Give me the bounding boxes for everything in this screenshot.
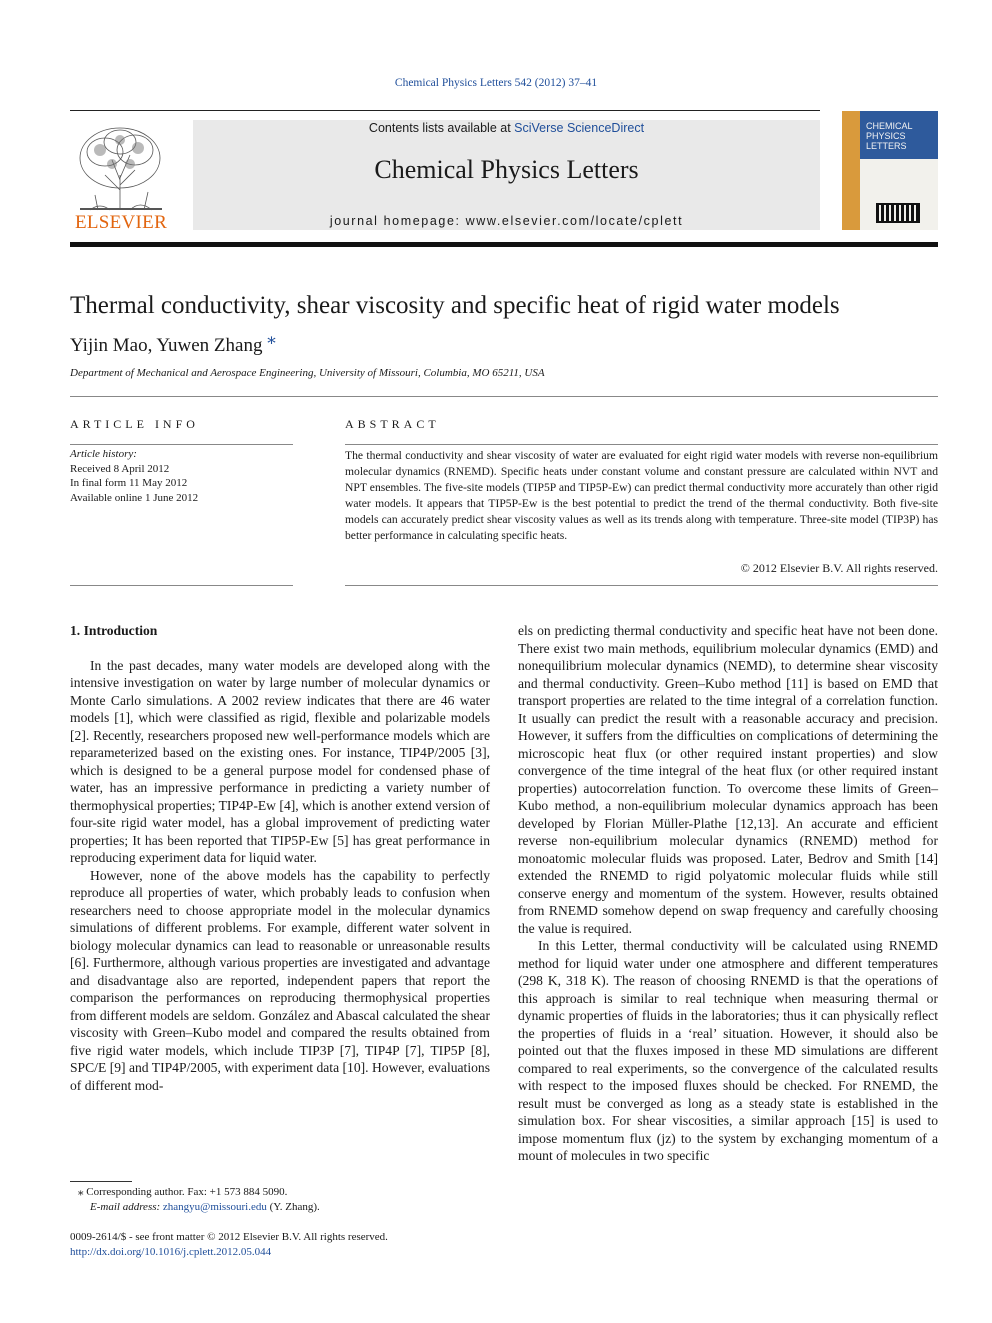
info-bottom-rule	[70, 585, 293, 586]
revised-date: In final form 11 May 2012	[70, 477, 188, 489]
received-date: Received 8 April 2012	[70, 462, 170, 475]
doi-link[interactable]: http://dx.doi.org/10.1016/j.cplett.2012.05.044	[70, 1246, 272, 1258]
header-thick-rule	[70, 242, 938, 247]
contents-line: Contents lists available at SciVerse ScienceDirect	[368, 121, 645, 135]
article-history: Article history: Received 8 April 2012 In final form 11 May 2012 Available online 1 June 2012	[70, 447, 293, 505]
section-heading-introduction: 1. Introduction	[70, 623, 158, 638]
issn-line: 0009-2614/$ - see front matter © 2012 Elsevier B.V. All rights reserved.	[70, 1231, 388, 1243]
journal-homepage[interactable]: journal homepage: www.elsevier.com/locate/cplett	[329, 214, 684, 228]
paragraph: In the past decades, many water models are developed along with the intensive investigation on water by large number of molecular dynamics or Monte Carlo simulations. A 2002 review indicates that there are 46 water models [1], which were classified as rigid, flexible and polarizable models [2]. Recently, researchers proposed new well-performance models which are reparameterized based on the existing ones. For instance, TIP4P/2005 [3], which is designed to be a general purpose model for condensed phase of water, has an impressive performance in predicting a variety number of thermophysical properties; TIP4P-Ew [4], which is another extend version of four-site rigid water model, has a global improvement of predicting water properties; It has been reported that TIP5P-Ew [5] has great performance in reproducing experiment data for liquid water.	[70, 657, 490, 865]
header-rule	[70, 110, 820, 111]
body-left-column	[70, 622, 490, 1094]
article-info-heading: ARTICLE INFO	[70, 417, 199, 431]
paragraph: In this Letter, thermal conductivity will be calculated using RNEMD method for liquid water under one atmosphere and different temperatures (298 K, 318 K). The reason of choosing RNEMD is that the operations of this approach is similar to real technique when measuring thermal or dynamic properties of fluids in the laboratories; thus it can physically reflect the properties of fluids in a ‘real’ situation. However, it should also be pointed out that the fluxes imposed in these MD simulations are different compared to real experiments, so the convergence of the calculated results with respect to the imposed fluxes should be checked. For RNEMD, the result must be converged as long as a steady state is established in the simulation box. For shear viscosities, a similar approach [15] is used to impose momentum flux (jz) to the system by exchanging momentum of a mount of molecules in two specific	[518, 938, 938, 1163]
cover-strip	[842, 111, 860, 230]
abstract-heading: ABSTRACT	[345, 417, 440, 431]
article-title: Thermal conductivity, shear viscosity and specific heat of rigid water models	[70, 292, 840, 319]
cover-title: CHEMICAL PHYSICS LETTERS	[866, 121, 913, 151]
title-rule	[70, 396, 938, 397]
body-right-column	[518, 622, 938, 1165]
journal-reference[interactable]: Chemical Physics Letters 542 (2012) 37–41	[394, 77, 598, 89]
online-date: Available online 1 June 2012	[70, 491, 199, 504]
cover-graphic	[876, 199, 920, 225]
elsevier-wordmark: ELSEVIER	[74, 212, 168, 233]
sciencedirect-link[interactable]: SciVerse ScienceDirect	[514, 121, 645, 135]
paragraph: However, none of the above models has the capability to perfectly reproduce all properties of water, which probably leads to confusion when researchers need to choose appropriate model in the molecular dynamics simulations of different problems. For example, different water solvent in biology molecular dynamics can lead to reasonable or unreasonable results [6]. Furthermore, although various properties are investigated and advantage and disadvantage also are reported, independent papers that report the comparison the performances on reproducing thermophysical properties from different models are seldom. González and Abascal calculated the shear viscosity with Green–Kubo model and compared the results obtained from five rigid water models, which include TIP3P [7], TIP4P [7], TIP5P [8], SPC/E [9] and TIP4P/2005, with experiment data [10]. However, evaluations of different mod-	[70, 867, 490, 1093]
footnote: ⁎ Corresponding author. Fax: +1 573 884 5090. E-mail address: zhangyu@missouri.edu (Y. Zhang).	[70, 1185, 490, 1215]
corresponding-author-mark[interactable]: ⁎	[267, 328, 276, 348]
affiliation: Department of Mechanical and Aerospace Engineering, University of Missouri, Columbia, MO 65211, USA	[70, 367, 545, 379]
front-matter-info	[70, 1230, 490, 1260]
abstract-rule	[345, 444, 938, 445]
corresponding-author-note: ⁎ Corresponding author. Fax: +1 573 884 5090.	[78, 1186, 288, 1198]
info-rule	[70, 444, 293, 445]
abstract-text: The thermal conductivity and shear viscosity of water are evaluated for eight rigid water models with reverse non-equilibrium molecular dynamics (RNEMD). Specific heats under constant volume and constant pressure are calculated within NVT and NPT ensembles. The five-site models (TIP5P and TIP5P-Ew) can predict thermal conductivity more accurately than other rigid water models. It appears that TIP5P-Ew is the best potential to predict the trend of the thermal conductivity. Both five-site models can accurately predict shear viscosity values as well as its trends along with temperature. Three-site model (TIP3P) has better performance in calculating specific heats.	[345, 449, 938, 542]
journal-cover	[842, 111, 938, 230]
paragraph: els on predicting thermal conductivity and specific heat have not been done. There exist two main methods, equilibrium molecular dynamics (EMD) and nonequilibrium molecular dynamics (NEMD), to determine shear viscosity and thermal conductivity. Green–Kubo method [11] is based on EMD that transport properties are related to the time integral of a correlation function. It usually can predict the result with a reasonable accuracy and precision. However, it suffers from the difficulties on complications of determining the microscopic heat flux (or other required instant properties) and slow convergence of the time integral of the heat flux (or other required instant properties) autocorrelation function. To overcome these limits of Green–Kubo method, a non-equilibrium molecular dynamics approach has been developed by Florian Müller-Plathe [12,13]. An accurate and efficient reverse non-equilibrium molecular dynamics (RNEMD) method for monoatomic molecular fluids was proposed. Later, Bedrov and Smith [14] extended the RNEMD to rigid polyatomic molecular fluids while still conserve energy and momentum of the system. However, results obtained from RNEMD somehow depend on swap frequency and carefully choosing the value is required.	[518, 623, 938, 936]
journal-title: Chemical Physics Letters	[374, 155, 639, 184]
footnote-rule	[70, 1181, 132, 1182]
abstract-copyright: © 2012 Elsevier B.V. All rights reserved.	[740, 561, 938, 575]
abstract-bottom-rule	[345, 585, 938, 586]
author-email-link[interactable]: zhangyu@missouri.edu	[162, 1201, 267, 1213]
authors: Yijin Mao, Yuwen Zhang ⁎	[70, 328, 276, 356]
